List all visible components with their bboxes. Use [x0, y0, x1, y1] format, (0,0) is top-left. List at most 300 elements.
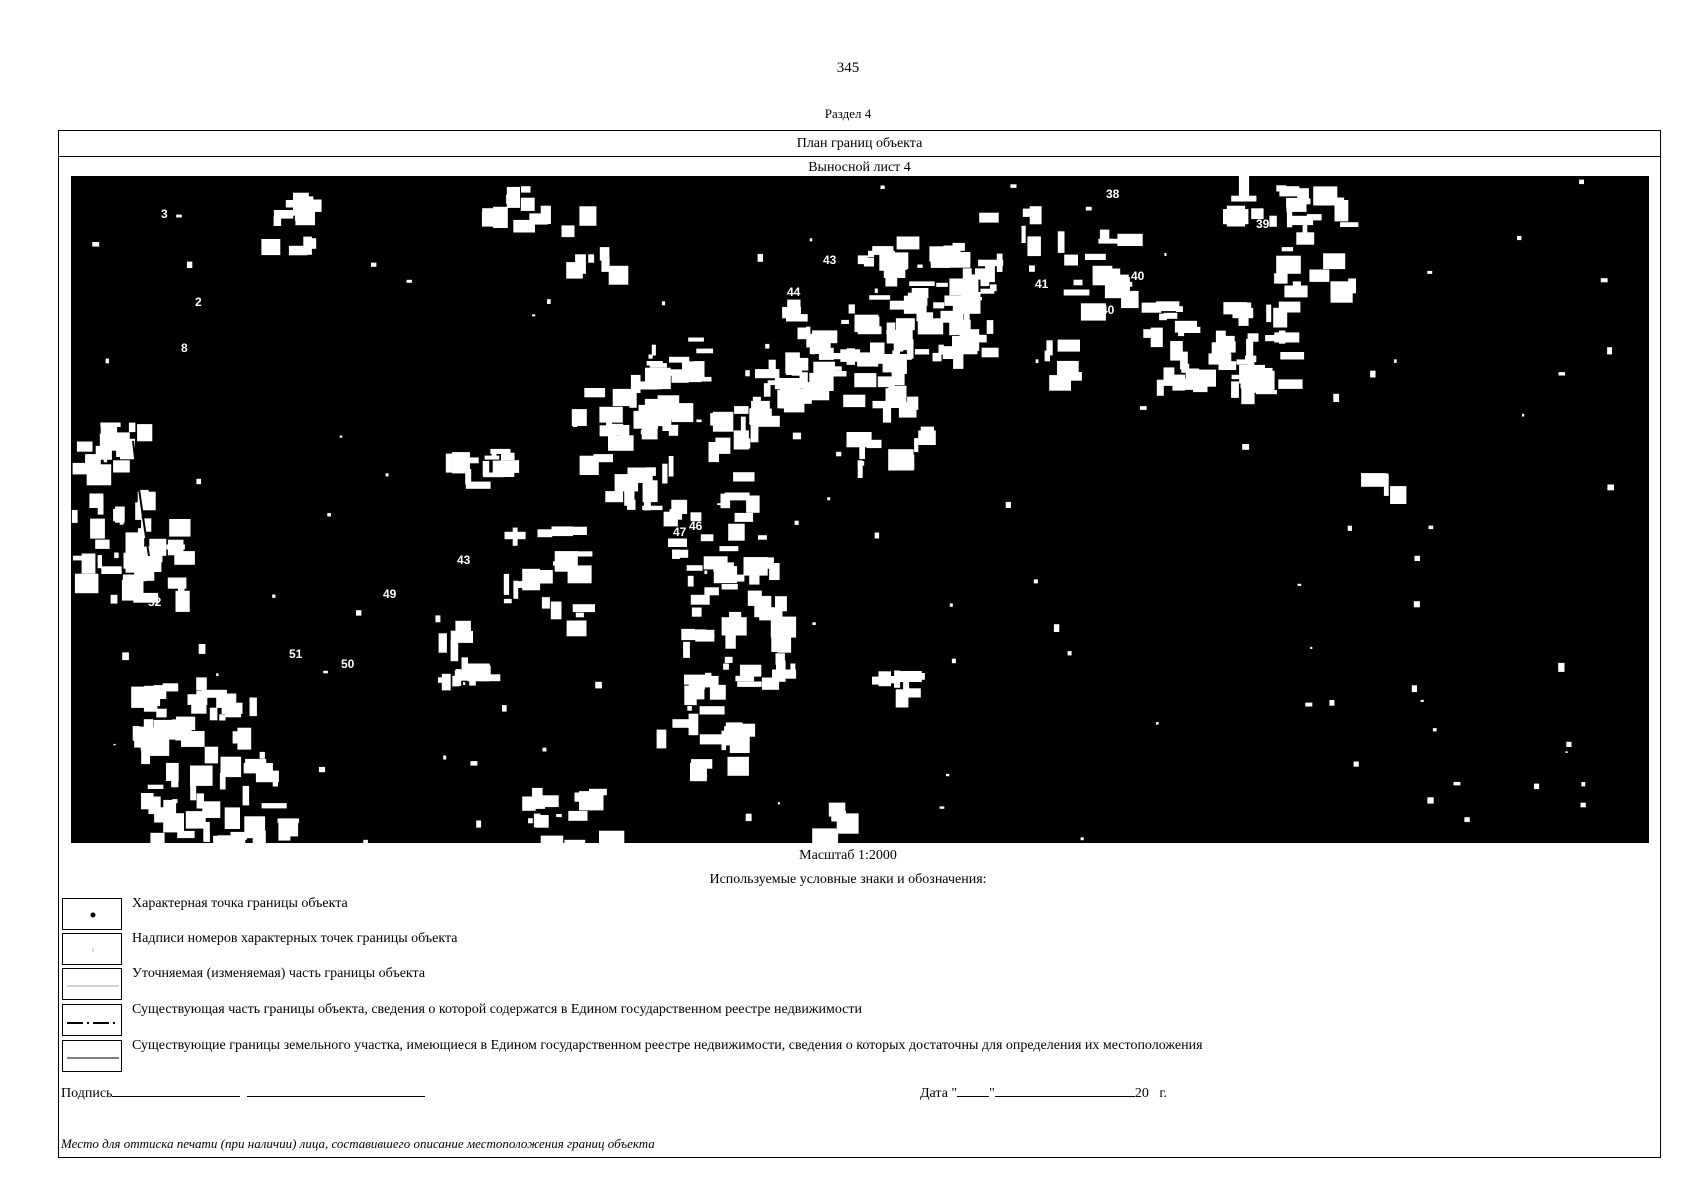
map-patch	[609, 266, 629, 285]
map-speck	[704, 571, 707, 575]
map-speck	[595, 682, 602, 689]
map-patch	[541, 836, 564, 843]
map-patch	[726, 722, 743, 739]
map-speck	[940, 806, 945, 808]
map-speck	[356, 610, 361, 615]
map-patch	[784, 403, 805, 412]
map-speck	[1558, 663, 1564, 672]
map-speck	[917, 265, 922, 268]
map-patch	[166, 763, 179, 781]
map-patch	[501, 453, 515, 461]
map-patch	[1282, 247, 1293, 251]
map-patch	[243, 835, 247, 840]
map-speck	[1566, 751, 1568, 753]
map-speck	[881, 186, 885, 190]
map-patch	[872, 246, 890, 255]
map-patch	[113, 509, 123, 521]
map-patch	[728, 524, 745, 541]
map-speck	[836, 452, 841, 457]
map-patch	[669, 430, 678, 436]
point-label: 51	[289, 647, 303, 661]
map-speck	[216, 805, 218, 808]
map-patch	[645, 399, 668, 405]
map-patch	[1027, 236, 1041, 256]
map-speck	[717, 503, 720, 505]
page-number: 345	[836, 60, 860, 76]
map-speck	[1329, 700, 1334, 706]
map-patch	[257, 768, 268, 776]
map-patch	[126, 554, 140, 573]
map-patch	[670, 509, 674, 514]
sheet-title: Выносной лист 4	[808, 160, 911, 175]
legend-text: Уточняемая (изменяемая) часть границы объекта	[132, 966, 426, 981]
map-speck	[176, 215, 182, 218]
map-speck	[1164, 253, 1166, 256]
map-patch	[735, 513, 754, 522]
map-patch	[890, 301, 905, 310]
legend-text: Существующая часть границы объекта, сведения о которой содержатся в Едином государственном реестре недвижимости	[132, 1002, 863, 1017]
map-patch	[504, 599, 512, 603]
map-speck	[543, 748, 547, 752]
map-patch	[627, 500, 636, 510]
map-patch	[713, 412, 733, 432]
map-patch	[1022, 226, 1026, 243]
map-patch	[190, 766, 213, 786]
map-patch	[1274, 332, 1299, 342]
map-patch	[186, 811, 206, 829]
map-patch	[909, 339, 914, 358]
map-speck	[532, 314, 535, 316]
map-patch	[261, 239, 280, 255]
map-patch	[237, 728, 251, 750]
map-speck	[1068, 651, 1072, 655]
map-patch	[572, 527, 587, 535]
map-patch	[250, 698, 257, 717]
map-patch	[137, 424, 152, 441]
point-label: 40	[1131, 269, 1145, 283]
date-quote: "	[989, 1086, 995, 1101]
map-patch	[1218, 336, 1235, 345]
map-patch	[771, 629, 778, 639]
map-speck	[1305, 703, 1312, 707]
map-speck	[363, 840, 368, 843]
map-patch	[485, 456, 500, 460]
map-speck	[1607, 347, 1612, 354]
map-speck	[1412, 685, 1417, 692]
map-patch	[764, 383, 771, 397]
map-patch	[805, 382, 830, 400]
map-patch	[1278, 379, 1302, 389]
map-patch	[1313, 186, 1337, 205]
map-patch	[733, 472, 754, 481]
map-patch	[462, 657, 469, 670]
map-speck	[1601, 278, 1608, 282]
map-patch	[98, 497, 104, 515]
point-label: 52	[148, 595, 162, 609]
map-speck	[386, 473, 389, 476]
map-patch	[662, 464, 667, 484]
map-patch	[568, 565, 592, 583]
map-patch	[146, 739, 170, 756]
map-speck	[1579, 180, 1584, 185]
map-patch	[584, 388, 605, 397]
map-speck	[920, 302, 927, 306]
point-icon	[62, 898, 122, 930]
map-patch	[482, 212, 506, 227]
map-speck	[875, 533, 879, 539]
map-patch	[1064, 255, 1078, 266]
map-speck	[1607, 485, 1614, 491]
point-label: 38	[1106, 187, 1120, 201]
map-patch	[605, 491, 623, 502]
map-speck	[662, 301, 665, 305]
map-patch	[896, 689, 909, 707]
map-patch	[776, 653, 785, 665]
map-patch	[439, 633, 447, 652]
map-speck	[435, 615, 440, 622]
map-patch	[85, 454, 101, 468]
map-speck	[758, 254, 763, 262]
map-speck	[1348, 526, 1352, 531]
map-patch	[77, 442, 93, 452]
map-patch	[600, 247, 610, 261]
map-speck	[1517, 236, 1521, 240]
map-patch	[1276, 185, 1286, 191]
map-speck	[463, 682, 465, 685]
map-patch	[1248, 333, 1259, 341]
map-patch	[553, 561, 571, 565]
map-patch	[896, 318, 915, 330]
map-patch	[687, 565, 703, 571]
map-speck	[1086, 207, 1092, 211]
map-patch	[196, 677, 207, 690]
map-patch	[75, 574, 99, 594]
map-speck	[897, 680, 900, 683]
map-speck	[875, 289, 878, 294]
map-patch	[939, 345, 944, 355]
map-patch	[534, 570, 553, 584]
map-patch	[551, 602, 562, 620]
map-patch	[933, 302, 944, 308]
map-patch	[1058, 231, 1065, 253]
map-patch	[1340, 222, 1358, 227]
map-patch	[722, 584, 738, 590]
map-patch	[171, 779, 178, 787]
map-speck	[1415, 556, 1421, 561]
map-patch	[204, 832, 210, 842]
map-patch	[538, 529, 553, 537]
map-patch	[168, 578, 187, 589]
map-patch	[858, 326, 882, 334]
map-patch	[721, 575, 744, 582]
map-patch	[645, 374, 654, 388]
map-patch	[886, 388, 898, 406]
map-patch	[728, 757, 749, 776]
map-speck	[810, 238, 813, 241]
point-label: 44	[787, 285, 801, 299]
map-speck	[104, 459, 107, 462]
map-patch	[213, 836, 223, 843]
map-patch	[452, 452, 470, 473]
map-patch	[719, 546, 738, 551]
legend-text: Существующие границы земельного участка, имеющиеся в Едином государственном реестре недвижимости, сведения о которых достаточны для определения их местоположения	[132, 1038, 1203, 1053]
map-patch	[691, 759, 712, 769]
signature-line	[61, 1084, 425, 1102]
map-speck	[1006, 502, 1011, 508]
point-label: 47	[673, 525, 687, 539]
map-speck	[717, 697, 722, 700]
map-patch	[696, 349, 713, 354]
map-patch	[144, 686, 166, 699]
map-patch	[575, 254, 586, 273]
map-patch	[177, 831, 194, 838]
map-patch	[1256, 390, 1277, 394]
map-patch	[683, 642, 690, 658]
map-patch	[1085, 254, 1106, 260]
map-speck	[1581, 782, 1585, 786]
map-patch	[573, 604, 595, 612]
map-patch	[798, 328, 807, 340]
map-patch	[981, 289, 995, 294]
map-patch	[745, 438, 750, 448]
map-speck	[438, 677, 443, 683]
map-patch	[191, 702, 206, 713]
map-patch	[812, 330, 837, 343]
map-patch	[701, 534, 714, 541]
map-patch	[133, 726, 140, 741]
map-speck	[122, 652, 129, 660]
map-patch	[100, 423, 120, 428]
map-speck	[492, 454, 497, 457]
map-patch	[1348, 279, 1356, 294]
point-label: 43	[457, 553, 471, 567]
map-patch	[580, 456, 599, 475]
map-patch	[787, 300, 800, 312]
map-patch	[669, 456, 674, 477]
map-patch	[513, 528, 518, 546]
scale-label: Масштаб 1:2000	[799, 848, 897, 863]
map-patch	[713, 562, 734, 571]
map-patch	[175, 725, 191, 741]
map-patch	[541, 206, 551, 224]
map-speck	[1427, 797, 1433, 803]
map-patch	[446, 454, 453, 473]
map-speck	[82, 468, 89, 472]
map-patch	[568, 811, 587, 821]
signature-blank	[112, 1084, 240, 1097]
map-patch	[113, 460, 130, 472]
map-speck	[199, 644, 206, 654]
map-speck	[1140, 406, 1147, 410]
map-patch	[1096, 269, 1120, 284]
map-patch	[1274, 273, 1288, 283]
map-patch	[233, 731, 239, 743]
map-patch	[737, 682, 761, 687]
map-speck	[641, 430, 646, 434]
map-speck	[812, 350, 816, 354]
solid-line-icon	[62, 1040, 122, 1072]
map-patch	[831, 811, 846, 822]
map-patch	[917, 312, 934, 321]
map-speck	[196, 479, 201, 484]
map-patch	[126, 532, 145, 554]
map-patch	[652, 345, 656, 356]
map-patch	[1231, 381, 1239, 398]
map-patch	[575, 793, 589, 802]
map-patch	[1269, 216, 1276, 227]
date-year: 20	[1134, 1086, 1149, 1101]
map-patch	[858, 461, 864, 466]
map-speck	[952, 659, 956, 664]
map-patch	[552, 526, 574, 536]
date-suffix: г.	[1159, 1086, 1168, 1101]
map-speck	[216, 673, 218, 676]
map-speck	[470, 761, 477, 766]
map-speck	[1081, 837, 1084, 840]
map-patch	[534, 814, 541, 828]
map-patch	[169, 519, 190, 537]
map-patch	[672, 376, 689, 383]
map-speck	[790, 664, 795, 671]
map-speck	[407, 280, 412, 283]
map-patch	[982, 348, 999, 358]
map-patch	[700, 706, 725, 714]
map-patch	[506, 195, 516, 204]
date-line	[920, 1084, 1167, 1102]
map-speck	[319, 767, 325, 772]
map-patch	[1273, 308, 1287, 328]
map-patch	[1361, 473, 1386, 487]
map-patch	[129, 423, 136, 433]
map-patch	[849, 304, 855, 313]
point-label: 50	[341, 657, 355, 671]
map-patch	[869, 295, 890, 300]
map-patch	[1023, 209, 1034, 217]
map-patch	[1121, 291, 1139, 308]
map-speck	[812, 622, 815, 625]
map-speck	[92, 242, 99, 247]
map-speck	[1429, 526, 1434, 530]
map-patch	[1046, 340, 1052, 355]
map-patch	[722, 731, 727, 751]
map-patch	[1182, 327, 1201, 333]
map-patch	[98, 555, 102, 568]
map-patch	[642, 418, 658, 439]
map-patch	[600, 425, 612, 436]
map-patch	[219, 714, 225, 720]
map-patch	[1390, 486, 1406, 504]
map-speck	[327, 513, 331, 517]
map-patch	[1164, 367, 1175, 386]
map-patch	[841, 320, 849, 324]
map-patch	[793, 433, 801, 440]
map-patch	[1289, 216, 1314, 225]
map-patch	[775, 378, 800, 389]
map-speck	[547, 299, 551, 304]
map-speck	[1054, 624, 1059, 632]
map-speck	[1010, 184, 1016, 188]
map-patch	[579, 206, 596, 226]
signature-label: Подпись	[61, 1086, 113, 1101]
map-patch	[688, 576, 694, 587]
map-patch	[812, 828, 836, 843]
map-patch	[689, 684, 705, 700]
map-patch	[669, 357, 689, 363]
map-patch	[691, 595, 710, 605]
map-patch	[883, 407, 891, 422]
map-patch	[759, 607, 782, 620]
map-patch	[898, 455, 915, 470]
map-speck	[1566, 742, 1571, 747]
map-patch	[964, 306, 970, 328]
map-speck	[120, 522, 124, 524]
map-patch	[873, 401, 886, 408]
map-patch	[695, 636, 714, 642]
map-patch	[483, 473, 504, 478]
map-patch	[262, 803, 287, 808]
point-label: 2	[195, 295, 202, 309]
map-patch	[961, 329, 979, 351]
map-patch	[888, 676, 895, 682]
map-patch	[915, 349, 929, 354]
map-speck	[1370, 371, 1375, 378]
map-speck	[1034, 579, 1038, 583]
map-speck	[1433, 728, 1437, 731]
map-speck	[1464, 817, 1469, 822]
map-speck	[1414, 601, 1420, 607]
map-speck	[323, 671, 328, 674]
point-label: 41	[1035, 277, 1049, 291]
label-icon	[62, 933, 122, 965]
map-patch	[936, 283, 948, 287]
map-patch	[1239, 305, 1249, 326]
map-patch	[154, 720, 176, 740]
map-patch	[944, 246, 961, 260]
map-patch	[588, 254, 594, 262]
map-patch	[1193, 384, 1207, 393]
map-patch	[222, 703, 243, 714]
map-patch	[672, 550, 680, 559]
point-label: 45	[749, 415, 763, 429]
map-speck	[573, 422, 577, 427]
map-patch	[704, 587, 719, 595]
map-patch	[1157, 380, 1164, 396]
map-patch	[741, 417, 746, 435]
map-patch	[864, 258, 874, 267]
map-speck	[1427, 271, 1432, 274]
map-patch	[755, 369, 779, 378]
map-speck	[1310, 647, 1312, 649]
map-speck	[946, 774, 949, 776]
map-speck	[272, 595, 275, 598]
map-speck	[260, 752, 265, 759]
point-label: 48	[895, 259, 909, 273]
map-patch	[148, 785, 164, 789]
map-patch	[918, 431, 936, 446]
map-patch	[1143, 329, 1158, 338]
map-patch	[914, 438, 918, 452]
map-patch	[562, 225, 575, 237]
map-patch	[521, 186, 531, 192]
map-patch	[944, 296, 966, 306]
map-patch	[244, 816, 265, 838]
point-label: 40	[1101, 303, 1115, 317]
signature-name-blank	[247, 1084, 425, 1097]
map-speck	[502, 705, 507, 712]
map-patch	[1219, 361, 1237, 370]
map-speck	[1354, 762, 1359, 767]
map-patch	[644, 494, 651, 510]
